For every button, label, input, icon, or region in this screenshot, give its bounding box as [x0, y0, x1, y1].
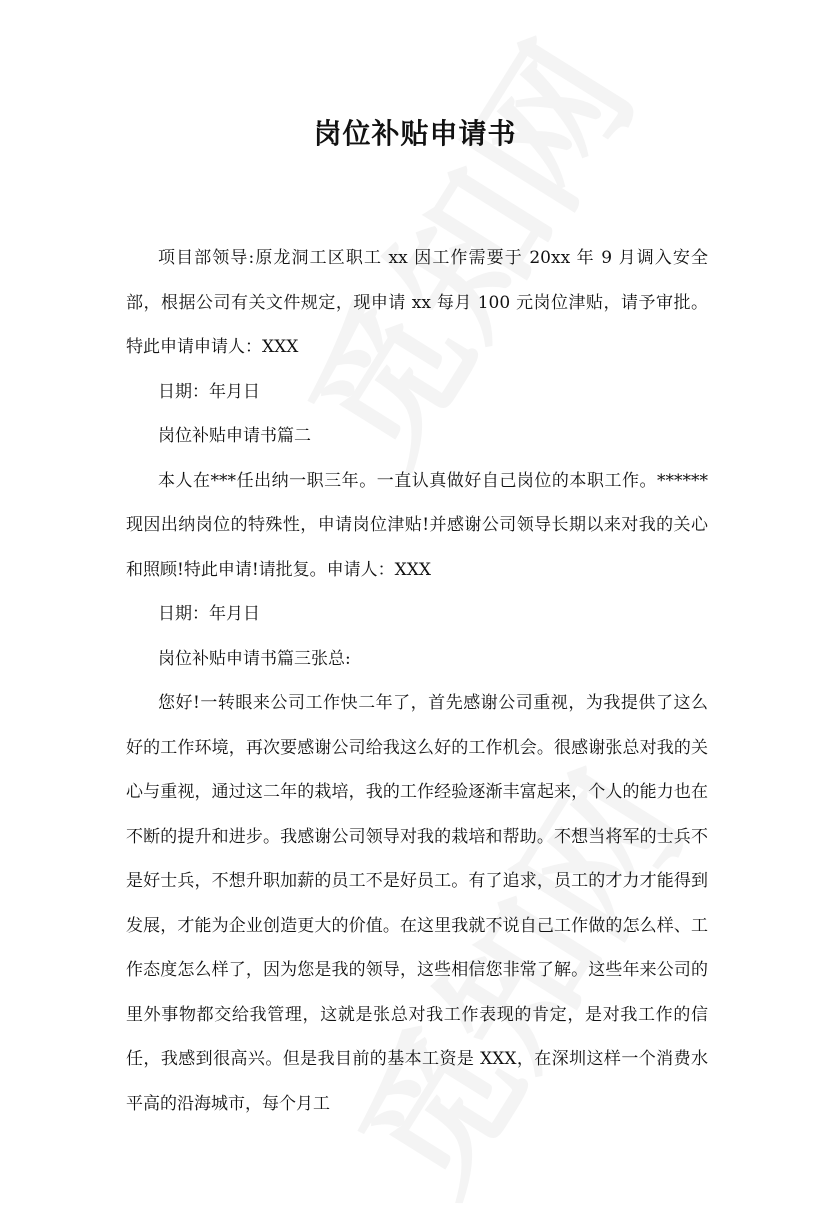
paragraph: 日期：年月日	[158, 381, 260, 402]
paragraph: 本人在***任出纳一职三年。一直认真做好自己岗位的本职工作。******现因出纳岗位的特殊性，申请岗位津贴!并感谢公司领导长期以来对我的关心和照顾!特此申请!请批复。申请人：XXX	[126, 470, 708, 580]
paragraph: 岗位补贴申请书篇三张总:	[158, 648, 351, 669]
paragraph: 您好!一转眼来公司工作快二年了，首先感谢公司重视，为我提供了这么好的工作环境，再次要感谢公司给我这么好的工作机会。很感谢张总对我的关心与重视，通过这二年的栽培，我的工作经验逐渐丰富起来，个人的能力也在不断的提升和进步。我感谢公司领导对我的栽培和帮助。不想当将军的士兵不是好士兵，不想升职加薪的员工不是好员工。有了追求，员工的才力才能得到发展，才能为企业创造更大的价值。在这里我就不说自己工作做的怎么样、工作态度怎么样了，因为您是我的领导，这些相信您非常了解。这些年来公司的里外事物都交给我管理，这就是张总对我工作表现的肯定，是对我工作的信任，我感到很高兴。但是我目前的基本工资是 XXX，在深圳这样一个消费水平高的沿海城市，每个月工	[126, 693, 708, 1114]
document-title: 岗位补贴申请书	[313, 117, 517, 150]
paragraph: 日期：年月日	[158, 604, 260, 624]
paragraph: 项目部领导:原龙洞工区职工 xx 因工作需要于 20xx 年 9 月调入安全部，根据公司有关文件规定，现申请 xx 每月 100 元岗位津贴，请予审批。特此申请申请人：XXX	[126, 248, 708, 357]
document-body	[126, 236, 708, 1126]
paragraph: 岗位补贴申请书篇二	[158, 426, 311, 446]
